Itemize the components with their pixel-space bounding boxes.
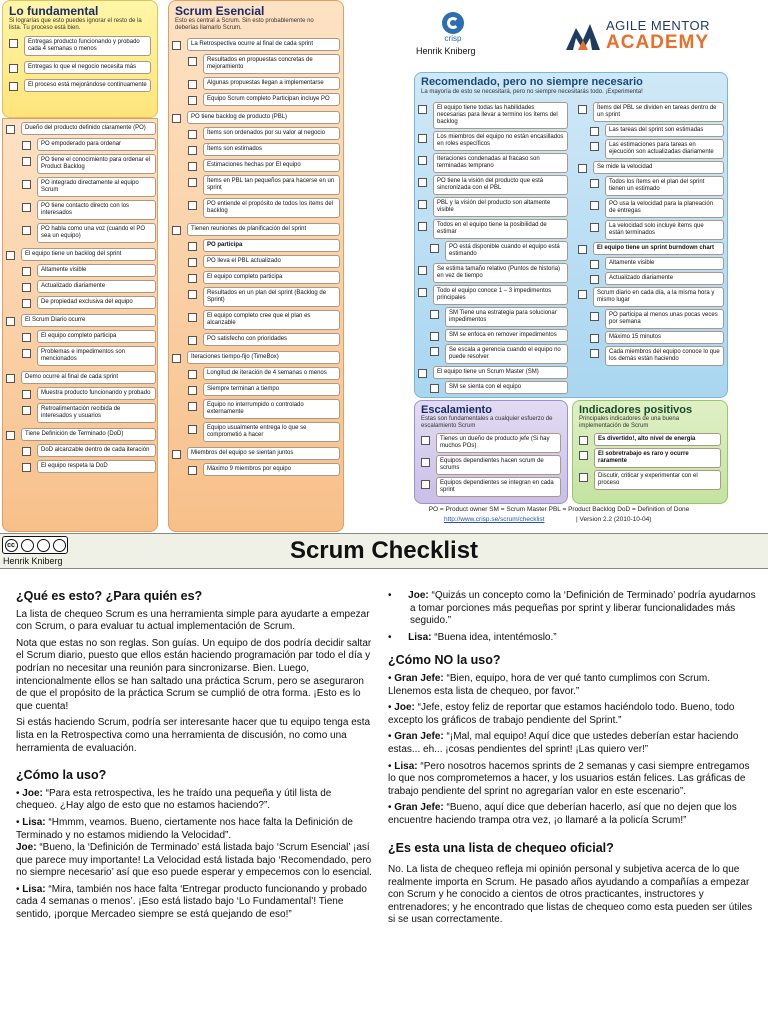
checkbox[interactable] <box>590 201 599 210</box>
checklist-item-label: PO integrado directamente al equipo Scrum <box>37 177 156 197</box>
checklist-item <box>9 61 151 74</box>
checkbox[interactable] <box>188 290 197 299</box>
dialog-line: • Gran Jefe: “¡Mal, mal equipo! Aquí dice que ustedes deberían estar haciendo estas... eh... ¡cosas pendientes del sprint! ¡Las quiero ver!” <box>388 731 739 755</box>
checklist-item-label: PO habla como una voz (cuando el PO sea un equipo) <box>37 223 156 243</box>
checkbox[interactable] <box>421 458 430 467</box>
checklist-item <box>418 307 568 327</box>
checkbox[interactable] <box>579 436 588 445</box>
checklist-item <box>418 175 568 195</box>
checklist-item-label: Discutir, criticar y experimentar con el proceso <box>594 470 721 490</box>
checklist-item-label: Demo ocurre al final de cada sprint <box>21 371 156 384</box>
checklist-item-label: Ítems son estimados <box>203 143 340 156</box>
checklist-item <box>6 387 156 400</box>
checkbox[interactable] <box>578 290 587 299</box>
checklist-item-label: Tienen reuniones de planificación del sprint <box>187 223 340 236</box>
checklist-item-label: El equipo completo cree que el plan es alcanzable <box>203 310 340 330</box>
checklist-item <box>578 331 724 344</box>
checklist-item <box>418 102 568 129</box>
checkbox[interactable] <box>188 336 197 345</box>
checkbox[interactable] <box>188 57 197 66</box>
checkbox[interactable] <box>188 425 197 434</box>
dialog-line: • Lisa: “Buena idea, intentémoslo.” <box>388 631 557 643</box>
checkbox[interactable] <box>188 130 197 139</box>
checklist-item <box>172 271 340 284</box>
indicadores-subtitle: Principales indicadores de una buena implementación de Scrum <box>579 416 680 429</box>
checkbox[interactable] <box>430 347 439 356</box>
page-title: Scrum Checklist <box>289 537 479 564</box>
crisp-logo-text: crisp <box>444 34 462 43</box>
checkbox[interactable] <box>6 317 15 326</box>
checklist-item-label: PO usa la velocidad para la planeación de entregas <box>605 198 724 218</box>
band-author: Henrik Kniberg <box>3 556 63 566</box>
checklist-item <box>421 455 561 475</box>
checklist-item <box>9 79 151 92</box>
checklist-item-label: SM Tiene una estrategia para solucionar impedimentos <box>445 307 568 327</box>
checklist-item <box>6 264 156 277</box>
checkbox[interactable] <box>590 349 599 358</box>
dialog-line: • Joe: “Quizás un concepto como la ‘Definición de Terminado’ podría ayudarnos a tomar porciones más pequeñas por sprint y liberar funcionalidades más seguido.” <box>388 590 756 627</box>
checklist-item-label: Dueño del producto definido claramente (PO) <box>21 122 156 135</box>
left-checklist-groups <box>6 122 156 478</box>
checkbox[interactable] <box>22 141 31 150</box>
checkbox[interactable] <box>188 313 197 322</box>
checklist-item <box>578 124 724 137</box>
checkbox[interactable] <box>421 480 430 489</box>
checklist-item <box>172 111 340 124</box>
checkbox[interactable] <box>22 349 31 358</box>
checklist-item-label: SM se sienta con el equipo <box>445 381 568 394</box>
checklist-item-label: Es divertido!, alto nivel de energía <box>594 433 721 446</box>
checklist-item-label: Cada miembros del equipo conoce lo que los demás están haciendo <box>605 346 724 366</box>
checklist-item <box>578 309 724 329</box>
heading-what-is-it: ¿Qué es esto? ¿Para quién es? <box>16 589 203 603</box>
checklist-item <box>172 287 340 307</box>
version-label: | Version 2.2 (2010-10-04) <box>576 516 652 523</box>
checkbox[interactable] <box>590 142 599 151</box>
checklist-item-label: El equipo tiene todas las habilidades necesarias para llevar a termino los ítems del backlog <box>433 102 568 129</box>
checkbox[interactable] <box>418 156 427 165</box>
checklist-item-label: Iteraciones condenadas al fracaso son terminadas temprano <box>433 153 568 173</box>
checklist-item <box>6 371 156 384</box>
checklist-item-label: Estimaciones hechas por El equipo <box>203 159 340 172</box>
checklist-item-label: Ítems en PBL tan pequeños para hacerse en un sprint <box>203 175 340 195</box>
recomendado-subtitle: La mayoría de esto se necesitará, pero no siempre necesitarás todo. ¡Experimenta! <box>421 89 643 95</box>
checklist-item-label: El equipo completo participa <box>203 271 340 284</box>
checklist-item <box>6 223 156 243</box>
checkbox[interactable] <box>418 105 427 114</box>
checklist-item <box>172 399 340 419</box>
checklist-item-label: Equipos dependientes se integran en cada sprint <box>436 477 561 497</box>
checkbox[interactable] <box>590 334 599 343</box>
legend-abbreviations: PO = Product owner SM = Scrum Master PBL = Product Backlog DoD = Definition of Done <box>428 506 690 513</box>
checkbox[interactable] <box>22 406 31 415</box>
checkbox[interactable] <box>578 164 587 173</box>
fundamental-panel <box>2 0 158 118</box>
checklist-item-label: PO satisfecho con prioridades <box>203 333 340 346</box>
checkbox[interactable] <box>22 299 31 308</box>
esencial-groups <box>172 38 340 481</box>
checkbox[interactable] <box>418 288 427 297</box>
checklist-item-label: Equipo Scrum completo Participan incluye PO <box>203 93 340 106</box>
checklist-item-label: Equipo usualmente entrega lo que se comprometió a hacer <box>203 422 340 442</box>
checkbox[interactable] <box>188 201 197 210</box>
checkbox[interactable] <box>188 466 197 475</box>
checkbox[interactable] <box>9 39 18 48</box>
checklist-item <box>578 102 724 122</box>
checklist-item-label: El equipo completo participa <box>37 330 156 343</box>
fundamental-subtitle: Si lograrías que esto puedes ignorar el resto de la lista. Tu proceso está bien. <box>9 18 142 31</box>
escalamiento-title: Escalamiento <box>421 404 492 416</box>
checklist-item-label: Entregas lo que el negocio necesita más <box>24 61 151 74</box>
checklist-item <box>578 176 724 196</box>
checklist-item-label: Actualizado diariamente <box>37 280 156 293</box>
checklist-item <box>421 433 561 453</box>
checklist-item-label: Retroalimentación recibida de interesados y usuarios <box>37 403 156 423</box>
checklist-item-label: Scrum diario en cada día, a la misma hora y mismo lugar <box>593 287 724 307</box>
checklist-item <box>6 403 156 423</box>
checkbox[interactable] <box>418 178 427 187</box>
checkbox[interactable] <box>579 451 588 460</box>
checklist-item-label: Resultados en propuestas concretas de mejoramiento <box>203 54 340 74</box>
checkbox[interactable] <box>188 178 197 187</box>
checklist-item <box>6 248 156 261</box>
checklist-item <box>6 444 156 457</box>
checklist-item-label: Actualizado diariamente <box>605 272 724 285</box>
checklist-item <box>172 198 340 218</box>
checkbox[interactable] <box>22 180 31 189</box>
checklist-item <box>579 470 721 490</box>
checklist-item <box>6 330 156 343</box>
checklist-item-label: Altamente visible <box>605 257 724 270</box>
checkbox[interactable] <box>22 463 31 472</box>
checklist-item <box>172 422 340 442</box>
checkbox[interactable] <box>6 431 15 440</box>
crisp-logo-icon <box>442 12 464 34</box>
checklist-item <box>6 154 156 174</box>
checkbox[interactable] <box>22 157 31 166</box>
checklist-item-label: DoD alcanzable dentro de cada iteración <box>37 444 156 457</box>
indicadores-panel <box>572 400 728 504</box>
heading-how-not-to-use: ¿Cómo NO la uso? <box>388 653 501 668</box>
checkbox[interactable] <box>22 333 31 342</box>
checklist-item <box>418 344 568 364</box>
checkbox[interactable] <box>6 125 15 134</box>
checkbox[interactable] <box>430 310 439 319</box>
dialog-line: • Joe: “Para esta retrospectiva, les he traído una pequeña y útil lista de chequeo. ¿Hay algo de esto que no estamos haciendo?”. <box>16 787 332 812</box>
checklist-item <box>6 122 156 135</box>
checklist-item-label: Se escala a gerencia cuando el equipo no puede resolver <box>445 344 568 364</box>
checkbox[interactable] <box>188 80 197 89</box>
checklist-item <box>579 448 721 468</box>
checkbox[interactable] <box>9 64 18 73</box>
checklist-item <box>418 219 568 239</box>
checkbox[interactable] <box>579 473 588 482</box>
checkbox[interactable] <box>590 179 599 188</box>
checkbox[interactable] <box>590 127 599 136</box>
checklist-item-label: Ítems del PBL se dividen en tareas dentro de un sprint <box>593 102 724 122</box>
escalamiento-subtitle: Estas son fundamentales a cualquier esfuerzo de escalamiento Scrum <box>421 416 553 429</box>
checklist-item-label: Muestra producto funcionando y probado <box>37 387 156 400</box>
recomendado-title: Recomendado, pero no siempre necesario <box>421 76 643 88</box>
checkbox[interactable] <box>172 354 181 363</box>
checkbox[interactable] <box>188 402 197 411</box>
checklist-item <box>418 241 568 261</box>
checklist-item-label: El equipo tiene un Scrum Master (SM) <box>433 366 568 379</box>
checkbox[interactable] <box>188 96 197 105</box>
checklist-item-label: De propiedad exclusiva del equipo <box>37 296 156 309</box>
lower-right-column <box>388 590 756 931</box>
checklist-item-label: Se estima tamaño relativo (Puntos de historia) en vez de tiempo <box>433 263 568 283</box>
checklist-item <box>172 367 340 380</box>
checklist-item-label: PO participa al menos unas pocas veces por semana <box>605 309 724 329</box>
checkbox[interactable] <box>172 41 181 50</box>
checkbox[interactable] <box>188 242 197 251</box>
checkbox[interactable] <box>188 386 197 395</box>
checklist-item-label: Máximo 15 minutos <box>605 331 724 344</box>
checklist-item-label: El equipo respeta la DoD <box>37 460 156 473</box>
checklist-item-label: PO entiende el propósito de todos los ítems del backlog <box>203 198 340 218</box>
checkbox[interactable] <box>188 258 197 267</box>
checklist-item <box>6 314 156 327</box>
checkbox[interactable] <box>172 450 181 459</box>
checklist-item <box>6 346 156 366</box>
checklist-item <box>418 285 568 305</box>
dialog-line: • Gran Jefe: “Bien, equipo, hora de ver qué tanto cumplimos con Scrum. Llenemos esta lista de chequeo, por favor.” <box>388 672 711 697</box>
checklist-item-label: Algunas propuestas llegan a implementarse <box>203 77 340 90</box>
checklist-item-label: Se mide la velocidad <box>593 161 724 174</box>
checklist-item <box>578 220 724 240</box>
recomendado-left <box>418 102 568 396</box>
checkbox[interactable] <box>9 82 18 91</box>
checklist-item <box>172 93 340 106</box>
checklist-item <box>172 143 340 156</box>
checklist-item-label: Altamente visible <box>37 264 156 277</box>
checklist-item-label: El equipo tiene un backlog del sprint <box>21 248 156 261</box>
amb-mountain-icon <box>566 20 600 50</box>
checkbox[interactable] <box>188 370 197 379</box>
checklist-item-label: Problemas e impedimentos son mencionados <box>37 346 156 366</box>
checkbox[interactable] <box>590 260 599 269</box>
checklist-item-label: La Retrospectiva ocurre al final de cada sprint <box>187 38 340 51</box>
author-top: Henrik Kniberg <box>416 46 476 56</box>
dialog-line: • Lisa: “Mira, también nos hace falta ‘Entregar producto funcionando y probado cada 4 semanas o menos’. ¡Eso está listado bajo ‘Lo Fundamental’! Tiene sentido, ¡porque Mercadeo siempre se está quejando de eso!” <box>16 883 367 921</box>
checklist-item-label: Las estimaciones para tareas en ejecución son actualizadas diariamente <box>605 139 724 159</box>
checkbox[interactable] <box>418 369 427 378</box>
checklist-item-label: Entregas producto funcionando y probado cada 4 semanas o menos <box>24 36 151 56</box>
checklist-item <box>6 280 156 293</box>
para-not-rules: Nota que estas no son reglas. Son guías. Un equipo de dos podría decidir saltar el Scrum diario, puesto que ellos están haciendo programación par todo el día y podrían no necesitar una reunión para sincronizarse. Bien. Luego, intencionalmente ellos se han saltado una práctica Scrum, pero se aseguraron de que el propósito de la práctica Scrum se cumplió de otra forma. ¡Esto es lo que cuenta! <box>16 637 372 712</box>
checklist-item-label: Ítems son ordenados por su valor al negocio <box>203 127 340 140</box>
checklist-item-label: PO participa <box>203 239 340 252</box>
checkbox[interactable] <box>172 114 181 123</box>
checklist-item-label: Máximo 9 miembros por equipo <box>203 463 340 476</box>
checkbox[interactable] <box>6 374 15 383</box>
checklist-item <box>6 296 156 309</box>
checklist-item-label: Todos los ítems en el plan del sprint tienen un estimado <box>605 176 724 196</box>
checklist-item-label: Longitud de iteración de 4 semanas o menos <box>203 367 340 380</box>
checklist-item-label: PO lleva el PBL actualizado <box>203 255 340 268</box>
checklist-item-label: Los miembros del equipo no están encasillados en roles específicos <box>433 131 568 151</box>
checklist-item-label: El sobretrabajo es raro y ocurre raramente <box>594 448 721 468</box>
checklist-item <box>578 198 724 218</box>
checklist-item <box>172 77 340 90</box>
checklist-item <box>6 177 156 197</box>
checkbox[interactable] <box>172 226 181 235</box>
checkbox[interactable] <box>430 384 439 393</box>
checkbox[interactable] <box>430 244 439 253</box>
checklist-item-label: Las tareas del sprint son estimadas <box>605 124 724 137</box>
checkbox[interactable] <box>590 312 599 321</box>
checklist-item <box>6 428 156 441</box>
checklist-item <box>172 239 340 252</box>
checklist-item <box>578 272 724 285</box>
checklist-item <box>418 263 568 283</box>
checkbox[interactable] <box>188 162 197 171</box>
checklist-item-label: El proceso está mejorándose continuamente <box>24 79 151 92</box>
lower-left-column <box>16 590 372 926</box>
amb-line1: AGILE MENTOR <box>606 18 711 33</box>
checklist-item <box>578 161 724 174</box>
para-intro: La lista de chequeo Scrum es una herramienta simple para ayudarte a empezar con Scrum, o para evaluar tu actual implementación de Scrum. <box>16 608 370 633</box>
para-official: No. La lista de chequeo refleja mi opinión personal y subjetiva acerca de lo que realmente importa en Scrum. He pasado años ayudando a compañías a empezar con Scrum y he conocido a cientos de otros practicantes, instructores y entrenadores; y he encontrado que listas de chequeo como esta pueden ser útiles si se usan correctamente. <box>388 864 753 926</box>
checkbox[interactable] <box>418 200 427 209</box>
checklist-link[interactable]: http://www.crisp.se/scrum/checklist <box>444 516 545 523</box>
checklist-item-label: Tienes un dueño de producto jefe (Si hay muchos POs) <box>436 433 561 453</box>
checklist-item <box>578 287 724 307</box>
heading-how-to-use: ¿Cómo la uso? <box>16 768 107 783</box>
checkbox[interactable] <box>22 283 31 292</box>
checklist-item-label: PO tiene la visión del producto que está sincronizada con el PBL <box>433 175 568 195</box>
esencial-title: Scrum Esencial <box>175 4 265 18</box>
fundamental-title: Lo fundamental <box>9 4 99 18</box>
checklist-item-label: Equipos dependientes hacen scrum de scrums <box>436 455 561 475</box>
checklist-item <box>578 257 724 270</box>
checklist-item-label: Miembros del equipo se sientan juntos <box>187 447 340 460</box>
checklist-item <box>579 433 721 446</box>
checklist-item <box>172 463 340 476</box>
checklist-item <box>172 447 340 460</box>
checklist-item-label: PO empoderado para ordenar <box>37 138 156 151</box>
checkbox[interactable] <box>188 146 197 155</box>
checklist-item-label: SM se enfoca en remover impedimentos <box>445 329 568 342</box>
checklist-item-label: Equipo no interrumpido o controlado externamente <box>203 399 340 419</box>
checklist-item <box>421 477 561 497</box>
checkbox[interactable] <box>22 447 31 456</box>
checklist-item <box>172 383 340 396</box>
checklist-item <box>172 310 340 330</box>
checkbox[interactable] <box>418 134 427 143</box>
para-retrospective: Si estás haciendo Scrum, podría ser interesante hacer que tu equipo tenga esta lista en la Retrospectiva como una herramienta de discusión, no como una herramienta de evaluación. <box>16 717 371 754</box>
checklist-item <box>172 54 340 74</box>
checklist-item-label: Siempre terminan a tiempo <box>203 383 340 396</box>
checklist-item-label: El equipo tiene un sprint burndown chart <box>593 242 724 255</box>
checkbox[interactable] <box>578 245 587 254</box>
checklist-item <box>418 329 568 342</box>
checklist-item-label: Resultados en un plan del sprint (Backlog de Sprint) <box>203 287 340 307</box>
amb-line2: ACADEMY <box>606 32 710 53</box>
checklist-item <box>172 333 340 346</box>
agile-mentor-logo <box>566 16 766 56</box>
checklist-item-label: PO tiene contacto directo con los interesados <box>37 200 156 220</box>
checklist-item <box>6 200 156 220</box>
checkbox[interactable] <box>418 266 427 275</box>
checkbox[interactable] <box>418 222 427 231</box>
checklist-item-label: Iteraciones tiempo-fijo (TimeBox) <box>187 351 340 364</box>
checkbox[interactable] <box>590 275 599 284</box>
dialog-line: Joe: “Bueno, la ‘Definición de Terminado’ está listada bajo ‘Scrum Esencial’ ¡así que parece muy importante! La Velocidad está listada bajo ‘Recomendado, pero no siempre necesario’ así que eso puede esperar y empecemos con lo esencial. <box>16 842 372 879</box>
checklist-item <box>418 131 568 151</box>
checkbox[interactable] <box>22 390 31 399</box>
checklist-item <box>418 366 568 379</box>
checklist-item-label: PO tiene el conocimiento para ordenar el Product Backlog <box>37 154 156 174</box>
checkbox[interactable] <box>421 436 430 445</box>
checklist-item-label: Todos en el equipo tiene la posibilidad de estimar <box>433 219 568 239</box>
checklist-item <box>578 346 724 366</box>
checklist-item <box>9 36 151 56</box>
checklist-item-label: PBL y la visión del producto son altamente visible <box>433 197 568 217</box>
checklist-item <box>6 138 156 151</box>
checklist-item-label: PO está disponible cuando el equipo está estimando <box>445 241 568 261</box>
checkbox[interactable] <box>188 274 197 283</box>
checkbox[interactable] <box>6 251 15 260</box>
checklist-item <box>578 242 724 255</box>
crisp-logo <box>428 12 478 43</box>
checklist-item <box>172 351 340 364</box>
checklist-item-label: El Scrum Diario ocurre <box>21 314 156 327</box>
checkbox[interactable] <box>430 332 439 341</box>
heading-official: ¿Es esta una lista de chequeo oficial? <box>388 840 614 855</box>
checklist-item-label: PO tiene backlog de producto (PBL) <box>187 111 340 124</box>
checkbox[interactable] <box>22 226 31 235</box>
dialog-line: • Joe: “Jefe, estoy feliz de reportar que estamos haciéndolo todo. Bueno, todo excepto los gráficos de trabajo pendiente del Sprint.” <box>388 702 735 726</box>
checklist-item <box>172 175 340 195</box>
dialog-line: • Lisa: “Pero nosotros hacemos sprints de 2 semanas y casi siempre entregamos lo que nos comprometemos a hacer, y los usuarios están felices. Las gráficas de trabajo pendiente del sprint no agregarían valor en este escenario”. <box>388 760 750 797</box>
checklist-item <box>172 38 340 51</box>
checkbox[interactable] <box>590 223 599 232</box>
dialog-line: • Lisa: “Hmmm, veamos. Bueno, ciertamente nos hace falta la Definición de Terminado y no estamos midiendo la Velocidad”. <box>16 816 353 841</box>
checklist-item <box>172 127 340 140</box>
checklist-item <box>172 159 340 172</box>
checklist-item-label: Tiene Definición de Terminado (DoD) <box>21 428 156 441</box>
checklist-item <box>172 223 340 236</box>
escalamiento-panel <box>414 400 568 504</box>
dialog-line: • Gran Jefe: “Bueno, aquí dice que deberían hacerlo, así que no dejen que los encuentre haciendo trampa otra vez, ¡o llamaré a la policía Scrum!” <box>388 802 737 826</box>
title-band <box>0 533 768 569</box>
checklist-item-label: La velocidad solo incluye ítems que están terminados <box>605 220 724 240</box>
checklist-item-label: Todo el equipo conoce 1 – 3 impedimentos principales <box>433 285 568 305</box>
checklist-item <box>172 255 340 268</box>
checkbox[interactable] <box>22 267 31 276</box>
checkbox[interactable] <box>22 203 31 212</box>
checklist-item <box>418 153 568 173</box>
checklist-item <box>418 381 568 394</box>
checklist-item <box>578 139 724 159</box>
recomendado-right <box>578 102 724 368</box>
checklist-item <box>6 460 156 473</box>
checklist-item <box>418 197 568 217</box>
esencial-subtitle: Esto es central a Scrum. Sin esto probablemente no deberías llamarlo Scrum. <box>175 18 314 31</box>
indicadores-title: Indicadores positivos <box>579 404 693 416</box>
cc-icon: cc <box>5 539 18 552</box>
checkbox[interactable] <box>578 105 587 114</box>
